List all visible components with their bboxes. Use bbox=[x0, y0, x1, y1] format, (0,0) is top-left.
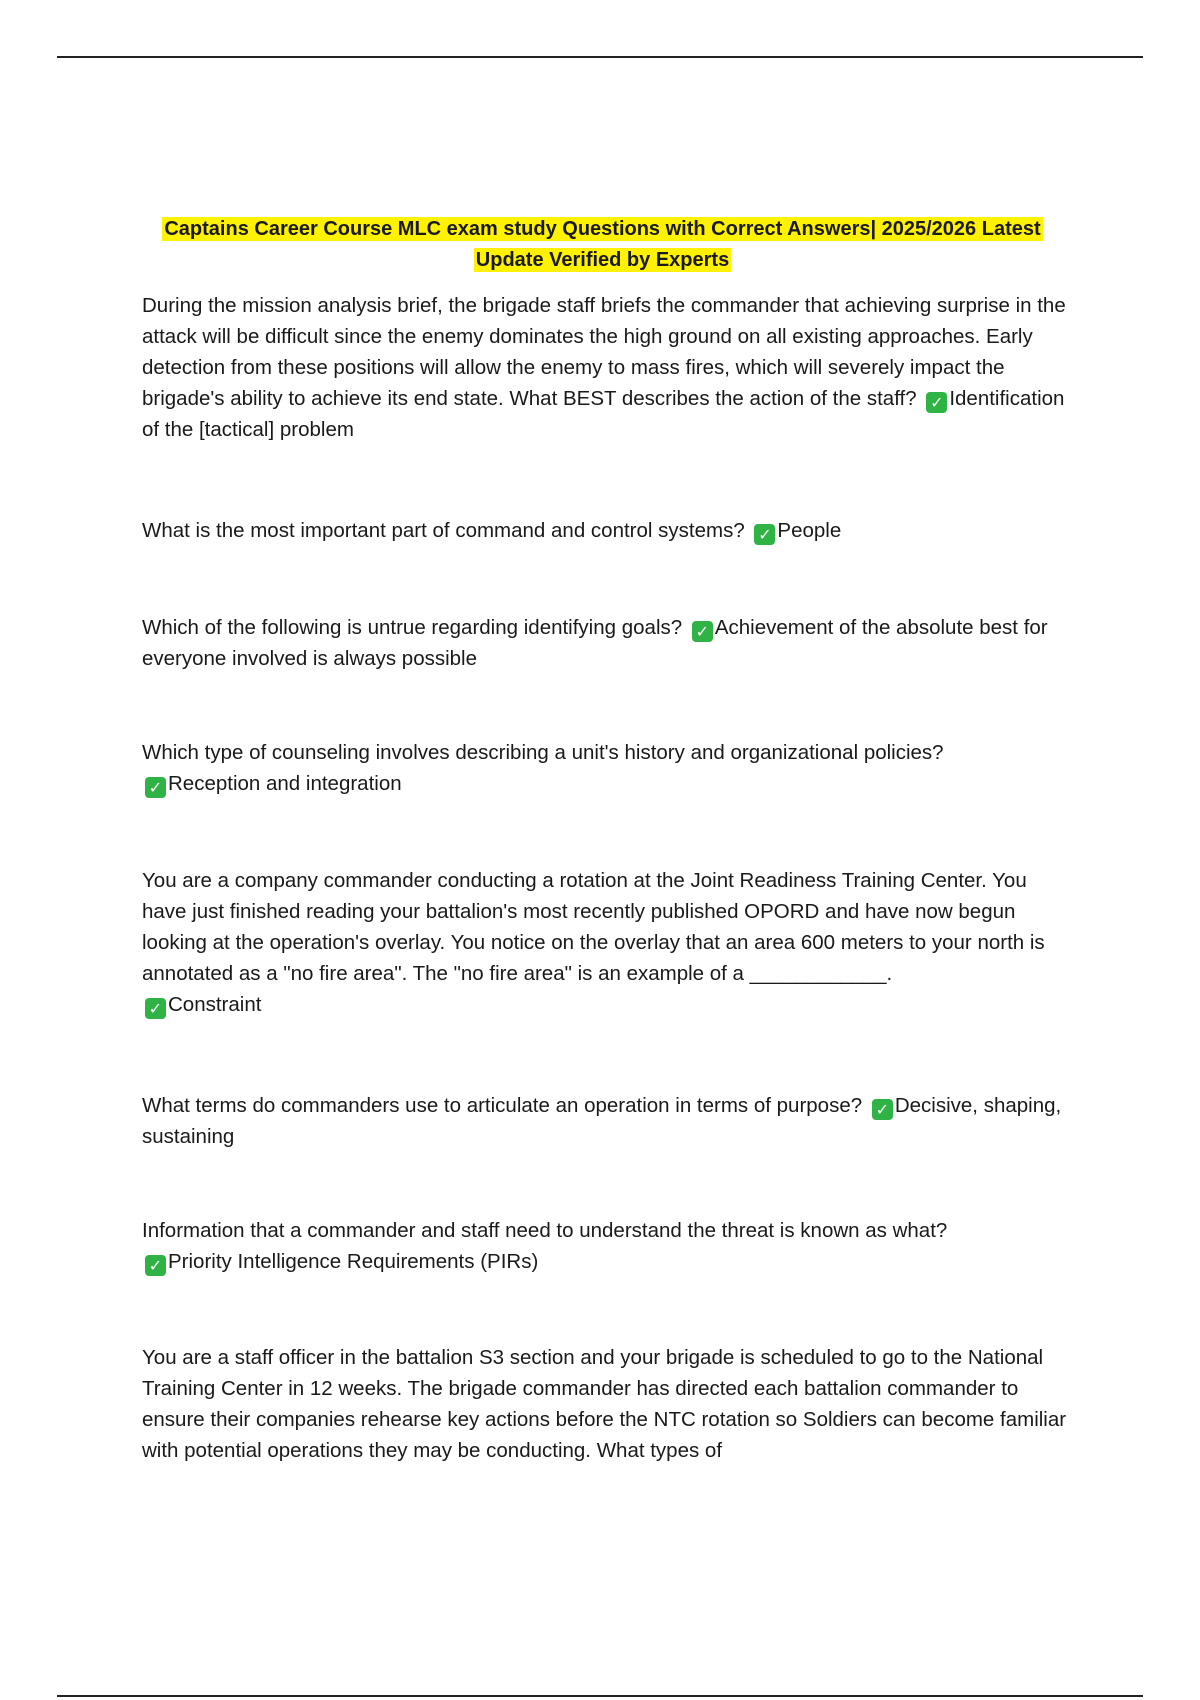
question-text: What is the most important part of command and control systems? bbox=[142, 519, 745, 542]
check-icon: ✓ bbox=[754, 524, 775, 545]
title-line-1: Captains Career Course MLC exam study Questions with Correct Answers| 2025/2026 Latest bbox=[164, 218, 1041, 240]
question-text: Which of the following is untrue regarding identifying goals? bbox=[142, 616, 683, 639]
answer-text: Reception and integration bbox=[168, 772, 402, 795]
qa-item-7 bbox=[142, 1215, 1067, 1277]
qa-item-3 bbox=[142, 612, 1067, 674]
qa-item-8 bbox=[142, 1342, 1067, 1466]
question-text: You are a company commander conducting a rotation at the Joint Readiness Training Center. You have just finished reading your battalion's most recently published OPORD and have now begun looking at the operation's overlay. You notice on the overlay that an area 600 meters to your north is annotated as a "no fire area". The "no fire area" is an example of a ____________. bbox=[142, 869, 1045, 985]
qa-item-2 bbox=[142, 515, 1067, 546]
title-line-2: Update Verified by Experts bbox=[475, 249, 730, 271]
check-icon: ✓ bbox=[145, 777, 166, 798]
answer-text: Identification of the [tactical] problem bbox=[142, 387, 1065, 441]
answer-text: Priority Intelligence Requirements (PIRs) bbox=[168, 1250, 539, 1273]
check-icon: ✓ bbox=[926, 392, 947, 413]
check-icon: ✓ bbox=[872, 1099, 893, 1120]
top-rule bbox=[57, 56, 1143, 58]
bottom-rule bbox=[57, 1695, 1143, 1697]
answer-text: Achievement of the absolute best for everyone involved is always possible bbox=[142, 616, 1048, 670]
answer-text: People bbox=[777, 519, 842, 542]
question-text: Which type of counseling involves describing a unit's history and organizational policies? bbox=[142, 741, 944, 764]
check-icon: ✓ bbox=[145, 998, 166, 1019]
check-icon: ✓ bbox=[692, 621, 713, 642]
document-title bbox=[130, 214, 1075, 276]
question-text: You are a staff officer in the battalion S3 section and your brigade is scheduled to go to the National Training Center in 12 weeks. The brigade commander has directed each battalion commander to ensure their companies rehearse key actions before the NTC rotation so Soldiers can become familiar with potential operations they may be conducting. What types of bbox=[142, 1346, 1067, 1462]
check-icon: ✓ bbox=[145, 1255, 166, 1276]
qa-item-4 bbox=[142, 737, 1067, 799]
qa-item-5 bbox=[142, 865, 1067, 1020]
qa-item-6 bbox=[142, 1090, 1067, 1152]
question-text: Information that a commander and staff need to understand the threat is known as what? bbox=[142, 1219, 948, 1242]
answer-text: Decisive, shaping, sustaining bbox=[142, 1094, 1062, 1148]
question-text: During the mission analysis brief, the brigade staff briefs the commander that achieving surprise in the attack will be difficult since the enemy dominates the high ground on all existing approaches. Early detection from these positions will allow the enemy to mass fires, which will severely impact the brigade's ability to achieve its end state. What BEST describes the action of the staff? bbox=[142, 294, 1066, 410]
question-text: What terms do commanders use to articulate an operation in terms of purpose? bbox=[142, 1094, 863, 1117]
answer-text: Constraint bbox=[168, 993, 262, 1016]
qa-item-1 bbox=[142, 290, 1067, 445]
